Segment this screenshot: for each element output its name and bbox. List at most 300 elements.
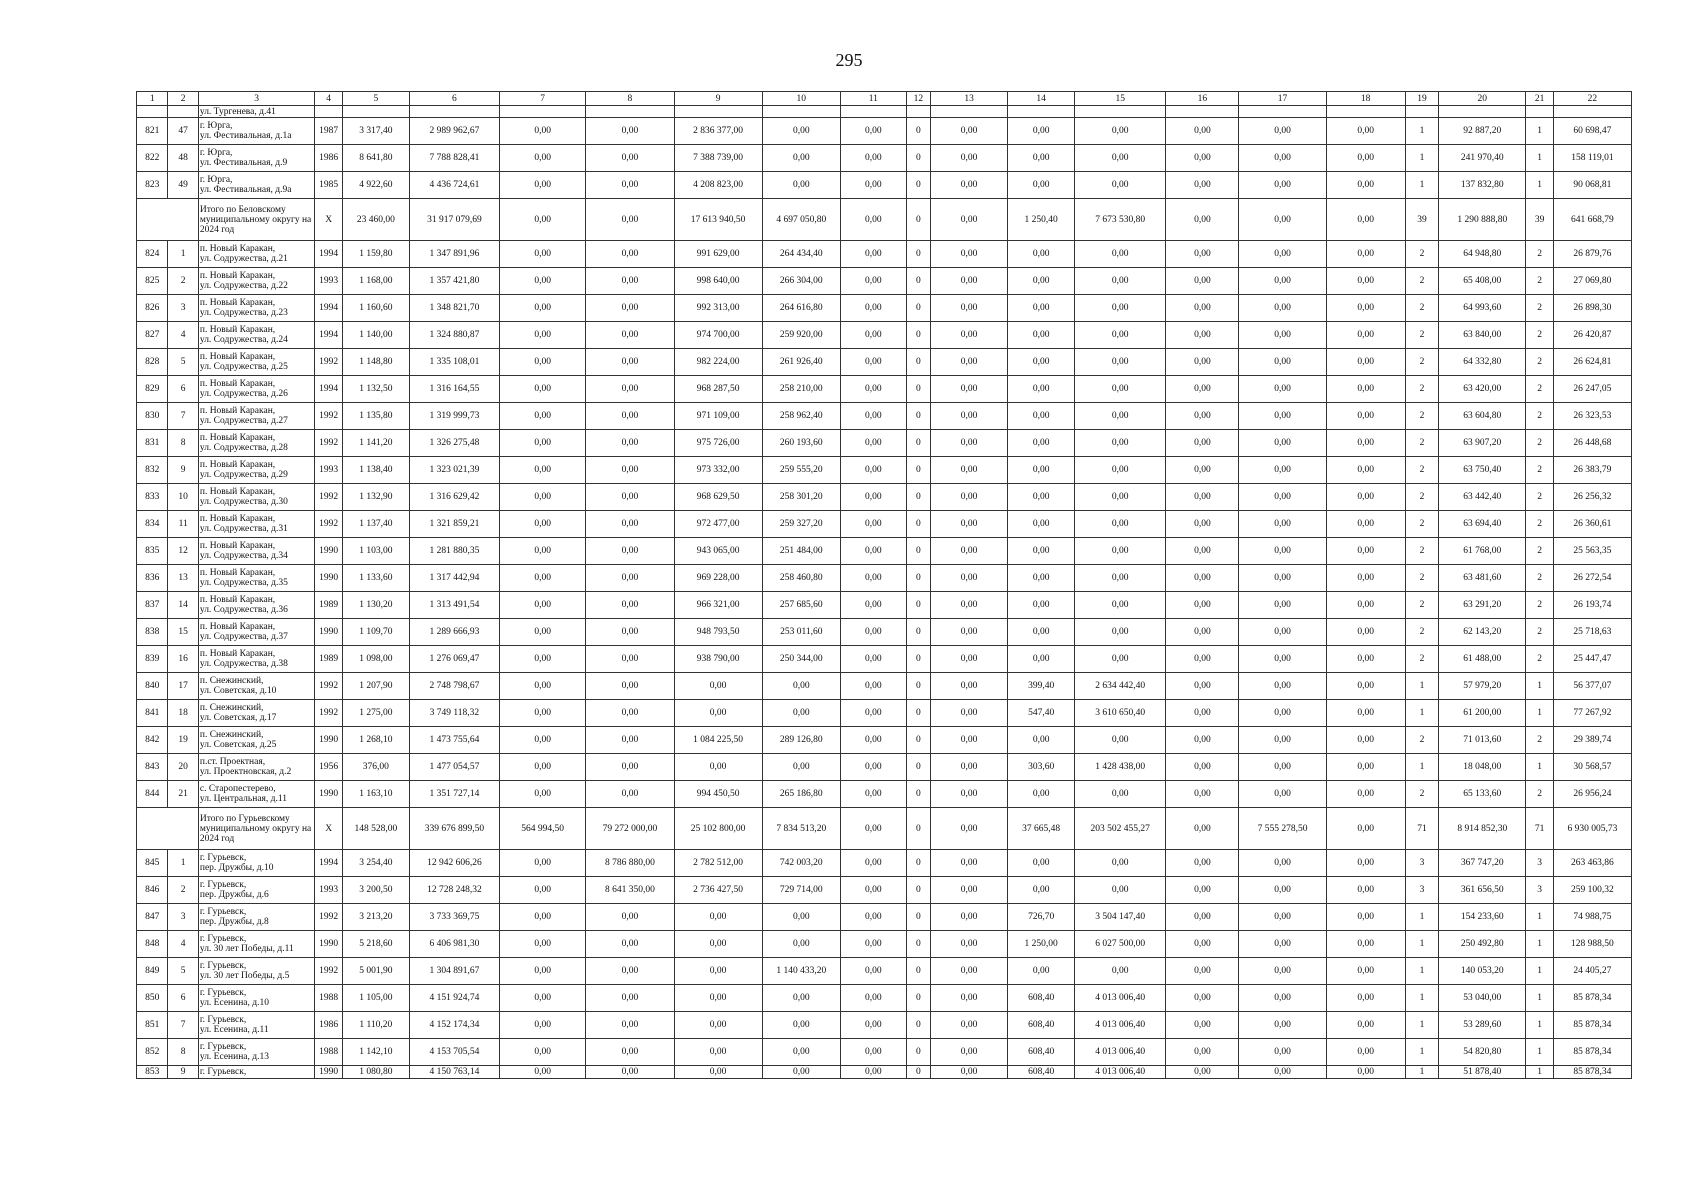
table-cell: 0,00 [1075,877,1166,904]
table-cell: 0,00 [762,1066,840,1079]
table-cell: 1993 [315,268,342,295]
table-cell: 0,00 [1326,727,1405,754]
table-cell: 0,00 [586,538,674,565]
table-cell: 0,00 [1008,565,1075,592]
table-cell: 0,00 [1166,673,1239,700]
table-cell: 1 110,20 [342,1012,409,1039]
table-cell: 0,00 [1075,403,1166,430]
empty-cell [840,106,906,118]
table-cell: 0 [906,673,930,700]
table-cell: 968 629,50 [674,484,762,511]
table-cell: 8 641 350,00 [586,877,674,904]
table-cell: 0,00 [586,118,674,145]
table-cell: 1 347 891,96 [409,241,499,268]
table-cell: 0,00 [1166,403,1239,430]
table-cell: 0,00 [1239,511,1326,538]
table-cell: 128 988,50 [1553,931,1631,958]
address-cell: с. Старопестерево, ул. Центральная, д.11 [198,781,315,808]
table-cell: 843 [137,754,168,781]
address-cell: п. Новый Каракан, ул. Содружества, д.27 [198,403,315,430]
table-cell: 1987 [315,118,342,145]
table-cell: 0,00 [1075,145,1166,172]
table-cell: 966 321,00 [674,592,762,619]
table-cell: 1 275,00 [342,700,409,727]
table-cell: 3 200,50 [342,877,409,904]
table-cell: 8 [168,430,198,457]
table-cell: 0,00 [500,1066,586,1079]
table-cell: 0 [906,268,930,295]
column-header: 3 [198,92,315,106]
table-cell: 0,00 [1075,781,1166,808]
table-cell: 1 [1405,700,1438,727]
table-cell: 71 [1526,808,1553,850]
table-cell: 851 [137,1012,168,1039]
table-cell: 840 [137,673,168,700]
table-cell: 20 [168,754,198,781]
table-cell: 0,00 [1326,457,1405,484]
table-cell: 0,00 [1166,484,1239,511]
table-cell: 0,00 [1008,118,1075,145]
table-cell: 64 332,80 [1439,349,1526,376]
table-cell: 63 604,80 [1439,403,1526,430]
table-cell: 0,00 [500,145,586,172]
table-cell: 0,00 [1166,850,1239,877]
table-cell: 14 [168,592,198,619]
table-cell: 0,00 [1239,538,1326,565]
table-cell: 0,00 [1075,484,1166,511]
table-cell: 0,00 [1239,322,1326,349]
empty-cell [1326,106,1405,118]
table-cell: 0,00 [1239,376,1326,403]
table-cell: 0,00 [586,754,674,781]
table-cell: 834 [137,511,168,538]
table-cell: 0,00 [586,958,674,985]
table-cell: 1956 [315,754,342,781]
table-cell: 1993 [315,457,342,484]
table-cell: 0,00 [586,781,674,808]
table-cell: 0,00 [931,850,1008,877]
table-cell: 0,00 [931,808,1008,850]
table-cell: 1 138,40 [342,457,409,484]
table-cell: 826 [137,295,168,322]
table-cell: 4 150 763,14 [409,1066,499,1079]
table-cell: 0,00 [586,199,674,241]
table-cell: 824 [137,241,168,268]
table-cell: 971 109,00 [674,403,762,430]
table-cell: 0,00 [762,118,840,145]
address-cell: п. Новый Каракан, ул. Содружества, д.22 [198,268,315,295]
empty-cell [906,106,930,118]
table-cell: 1 317 442,94 [409,565,499,592]
table-cell: 1994 [315,850,342,877]
table-cell: 1 [1405,754,1438,781]
table-cell: 3 610 650,40 [1075,700,1166,727]
table-cell: 258 962,40 [762,403,840,430]
table-cell: 0,00 [1166,430,1239,457]
table-cell: 0,00 [840,349,906,376]
table-cell: 0,00 [1008,295,1075,322]
table-cell: 0,00 [1166,592,1239,619]
table-row [137,850,1632,877]
table-cell: 0,00 [1166,511,1239,538]
table-cell: 564 994,50 [500,808,586,850]
table-cell: 0,00 [1008,781,1075,808]
table-cell: 1 [168,241,198,268]
table-cell: 0,00 [840,850,906,877]
table-cell: 0,00 [762,904,840,931]
table-cell: 1994 [315,376,342,403]
table-row [137,646,1632,673]
table-cell: 3 749 118,32 [409,700,499,727]
table-cell: 0,00 [674,985,762,1012]
table-cell: 1 159,80 [342,241,409,268]
table-row [137,118,1632,145]
table-cell: 0 [906,727,930,754]
table-cell: 0,00 [500,958,586,985]
table-cell: 1 351 727,14 [409,781,499,808]
empty-cell [342,106,409,118]
table-cell: 53 289,60 [1439,1012,1526,1039]
address-cell: г. Гурьевск, ул. 30 лет Победы, д.5 [198,958,315,985]
table-cell: 0,00 [500,511,586,538]
table-cell: 1 250,00 [1008,931,1075,958]
table-cell: 0,00 [1239,118,1326,145]
table-cell: 0,00 [500,484,586,511]
address-cell: г. Гурьевск, пер. Дружбы, д.8 [198,904,315,931]
table-cell: 71 [1405,808,1438,850]
table-cell: 258 460,80 [762,565,840,592]
table-cell: 0,00 [1008,877,1075,904]
table-cell: 0,00 [931,754,1008,781]
table-cell: 2 [1405,484,1438,511]
table-cell: 0,00 [931,172,1008,199]
address-cell: п. Новый Каракан, ул. Содружества, д.37 [198,619,315,646]
table-cell: 0,00 [1166,931,1239,958]
table-cell: 25 563,35 [1553,538,1631,565]
table-cell: 1988 [315,1039,342,1066]
table-cell: 2 [1405,241,1438,268]
table-cell: 26 247,05 [1553,376,1631,403]
table-cell: 1 148,80 [342,349,409,376]
table-cell: 0,00 [1166,754,1239,781]
table-cell: 2 [1405,619,1438,646]
table-cell: 974 700,00 [674,322,762,349]
table-cell: 0,00 [840,268,906,295]
table-cell: 0,00 [931,985,1008,1012]
table-cell: 836 [137,565,168,592]
table-cell: 1 323 021,39 [409,457,499,484]
table-cell: 2 736 427,50 [674,877,762,904]
table-cell: 0 [906,430,930,457]
table-cell: 63 694,40 [1439,511,1526,538]
table-cell: X [315,808,342,850]
table-cell: 0,00 [1326,376,1405,403]
table-cell: 0 [906,619,930,646]
table-cell: 0,00 [931,118,1008,145]
table-cell: 0,00 [840,118,906,145]
table-cell: 0,00 [931,700,1008,727]
table-cell: 6 027 500,00 [1075,931,1166,958]
table-cell: 2 [1405,403,1438,430]
address-cell: п.ст. Проектная, ул. Проектновская, д.2 [198,754,315,781]
table-cell: 726,70 [1008,904,1075,931]
table-cell: 2 989 962,67 [409,118,499,145]
table-cell: 0,00 [762,985,840,1012]
table-cell: 0,00 [674,754,762,781]
table-cell: 948 793,50 [674,619,762,646]
table-cell: 832 [137,457,168,484]
table-cell: 4 013 006,40 [1075,1039,1166,1066]
table-cell: 0,00 [1166,985,1239,1012]
table-cell: 0,00 [1326,985,1405,1012]
table-cell: 48 [168,145,198,172]
table-row [137,1039,1632,1066]
table-cell: 0,00 [674,904,762,931]
table-cell: 2 [1526,565,1553,592]
table-cell: 0,00 [1326,538,1405,565]
table-cell: 846 [137,877,168,904]
table-cell: 250 344,00 [762,646,840,673]
table-cell: 1 137,40 [342,511,409,538]
table-cell: 0,00 [1326,877,1405,904]
table-cell: 1985 [315,172,342,199]
column-header: 14 [1008,92,1075,106]
table-cell: 259 327,20 [762,511,840,538]
column-header: 13 [931,92,1008,106]
table-cell: 3 254,40 [342,850,409,877]
table-cell: 0,00 [840,457,906,484]
table-cell: 258 210,00 [762,376,840,403]
table-cell: 265 186,80 [762,781,840,808]
table-cell: 0,00 [931,241,1008,268]
table-cell: 0,00 [931,931,1008,958]
table-cell: 18 048,00 [1439,754,1526,781]
table-cell: 0,00 [1326,118,1405,145]
table-row [137,484,1632,511]
table-cell: 1 [1405,145,1438,172]
table-cell: 1 321 859,21 [409,511,499,538]
table-cell: 0 [906,118,930,145]
table-cell: 4 697 050,80 [762,199,840,241]
table-cell: 2 [1405,295,1438,322]
table-cell: 2 [1526,349,1553,376]
table-cell: 0,00 [1239,931,1326,958]
address-cell: п. Снежинский, ул. Советская, д.10 [198,673,315,700]
table-cell: 3 [1405,850,1438,877]
table-cell: 0,00 [1239,349,1326,376]
empty-cell [1439,106,1526,118]
table-cell: 7 555 278,50 [1239,808,1326,850]
table-cell: 53 040,00 [1439,985,1526,1012]
table-cell: 608,40 [1008,1012,1075,1039]
table-cell: 837 [137,592,168,619]
table-cell: 0,00 [1239,172,1326,199]
table-cell: 1 140 433,20 [762,958,840,985]
table-cell: 8 [168,1039,198,1066]
table-cell: 2 [1526,241,1553,268]
table-cell: 85 878,34 [1553,1039,1631,1066]
address-cell: п. Новый Каракан, ул. Содружества, д.29 [198,457,315,484]
table-cell: 1 428 438,00 [1075,754,1166,781]
table-cell: 825 [137,268,168,295]
table-cell: 831 [137,430,168,457]
table-cell: 0,00 [1166,565,1239,592]
table-cell: 54 820,80 [1439,1039,1526,1066]
column-header: 18 [1326,92,1405,106]
table-cell: 259 555,20 [762,457,840,484]
table-cell: 0,00 [500,322,586,349]
empty-cell [1075,106,1166,118]
table-cell: 0,00 [1326,511,1405,538]
table-cell: 1986 [315,1012,342,1039]
table-row [137,1012,1632,1039]
table-cell: 0,00 [674,1039,762,1066]
table-cell: 0,00 [500,592,586,619]
table-cell: 0,00 [500,376,586,403]
table-cell: 0,00 [1166,1039,1239,1066]
table-cell: 547,40 [1008,700,1075,727]
table-cell: 0,00 [840,172,906,199]
table-row [137,295,1632,322]
table-cell: 1990 [315,538,342,565]
address-cell: п. Новый Каракан, ул. Содружества, д.31 [198,511,315,538]
table-cell: 982 224,00 [674,349,762,376]
table-cell: 148 528,00 [342,808,409,850]
column-header: 1 [137,92,168,106]
table-cell: 0,00 [840,592,906,619]
table-cell: 51 878,40 [1439,1066,1526,1079]
table-cell: 0,00 [586,403,674,430]
table-cell: 608,40 [1008,985,1075,1012]
table-cell: 0,00 [931,1039,1008,1066]
table-cell: 2 634 442,40 [1075,673,1166,700]
table-cell: 0,00 [1326,199,1405,241]
table-cell: 0,00 [1075,592,1166,619]
table-row [137,538,1632,565]
table-cell: 63 442,40 [1439,484,1526,511]
table-cell: 0 [906,322,930,349]
table-cell: 11 [168,511,198,538]
table-row [137,931,1632,958]
table-cell: 0,00 [500,199,586,241]
table-row [137,985,1632,1012]
table-cell: 0,00 [931,1012,1008,1039]
table-cell: 2 [1526,403,1553,430]
table-cell: 61 768,00 [1439,538,1526,565]
table-cell: 39 [1405,199,1438,241]
table-cell: 1 [1405,118,1438,145]
table-cell: 0,00 [1008,241,1075,268]
table-cell: 1 142,10 [342,1039,409,1066]
table-cell: 1 316 629,42 [409,484,499,511]
table-cell: 16 [168,646,198,673]
table-row [137,727,1632,754]
column-header: 15 [1075,92,1166,106]
table-cell: 63 840,00 [1439,322,1526,349]
empty-cell [1008,106,1075,118]
table-cell: 3 [168,904,198,931]
table-cell: 1 316 164,55 [409,376,499,403]
table-cell: 0,00 [1075,349,1166,376]
table-cell: 0,00 [1166,700,1239,727]
table-cell: 0,00 [1326,145,1405,172]
table-cell: 821 [137,118,168,145]
table-cell: 608,40 [1008,1039,1075,1066]
table-cell: 0,00 [1075,118,1166,145]
table-cell: 30 568,57 [1553,754,1631,781]
table-cell: 1 281 880,35 [409,538,499,565]
table-row [137,619,1632,646]
table-cell: 8 914 852,30 [1439,808,1526,850]
table-cell: 2 [1405,349,1438,376]
table-cell: 0,00 [840,958,906,985]
table-cell: 0,00 [674,700,762,727]
table-cell: 12 728 248,32 [409,877,499,904]
table-cell: 1 160,60 [342,295,409,322]
empty-cell [315,106,342,118]
table-cell: 0,00 [500,931,586,958]
column-header: 6 [409,92,499,106]
table-cell: 0 [906,511,930,538]
table-row [137,511,1632,538]
table-cell: 0,00 [1239,877,1326,904]
address-cell: п. Новый Каракан, ул. Содружества, д.23 [198,295,315,322]
table-cell: X [315,199,342,241]
table-cell: 7 388 739,00 [674,145,762,172]
table-cell: 0,00 [931,619,1008,646]
table-cell: 1 [1405,1039,1438,1066]
table-cell: 0,00 [1075,619,1166,646]
table-cell: 0,00 [840,322,906,349]
address-cell: п. Новый Каракан, ул. Содружества, д.24 [198,322,315,349]
table-cell: 1988 [315,985,342,1012]
table-cell: 0,00 [840,1066,906,1079]
table-cell: 0,00 [500,850,586,877]
table-cell: 2 [1526,430,1553,457]
address-cell: г. Гурьевск, пер. Дружбы, д.10 [198,850,315,877]
table-cell: 0,00 [1166,619,1239,646]
table-cell: 1 140,00 [342,322,409,349]
table-cell: 729 714,00 [762,877,840,904]
table-cell: 0,00 [1166,1012,1239,1039]
address-cell: п. Новый Каракан, ул. Содружества, д.28 [198,430,315,457]
table-cell: 2 [1405,511,1438,538]
table-cell: 1 473 755,64 [409,727,499,754]
table-cell: 0,00 [674,958,762,985]
table-cell: 0,00 [1239,958,1326,985]
table-cell: 63 750,40 [1439,457,1526,484]
table-cell: 158 119,01 [1553,145,1631,172]
table-cell: 0,00 [1008,484,1075,511]
table-cell: 9 [168,457,198,484]
table-cell: 0 [906,403,930,430]
table-cell: 1992 [315,673,342,700]
table-cell: 830 [137,403,168,430]
table-cell: 2 [168,877,198,904]
table-cell: 841 [137,700,168,727]
table-cell: 0,00 [931,565,1008,592]
table-cell: 2 [1526,376,1553,403]
table-cell: 31 917 079,69 [409,199,499,241]
table-cell: 21 [168,781,198,808]
table-cell: 0,00 [674,931,762,958]
empty-cell [137,199,199,241]
table-cell: 0,00 [840,376,906,403]
table-cell: 0,00 [840,877,906,904]
table-cell: 742 003,20 [762,850,840,877]
table-cell: 2 [1526,619,1553,646]
empty-cell [409,106,499,118]
